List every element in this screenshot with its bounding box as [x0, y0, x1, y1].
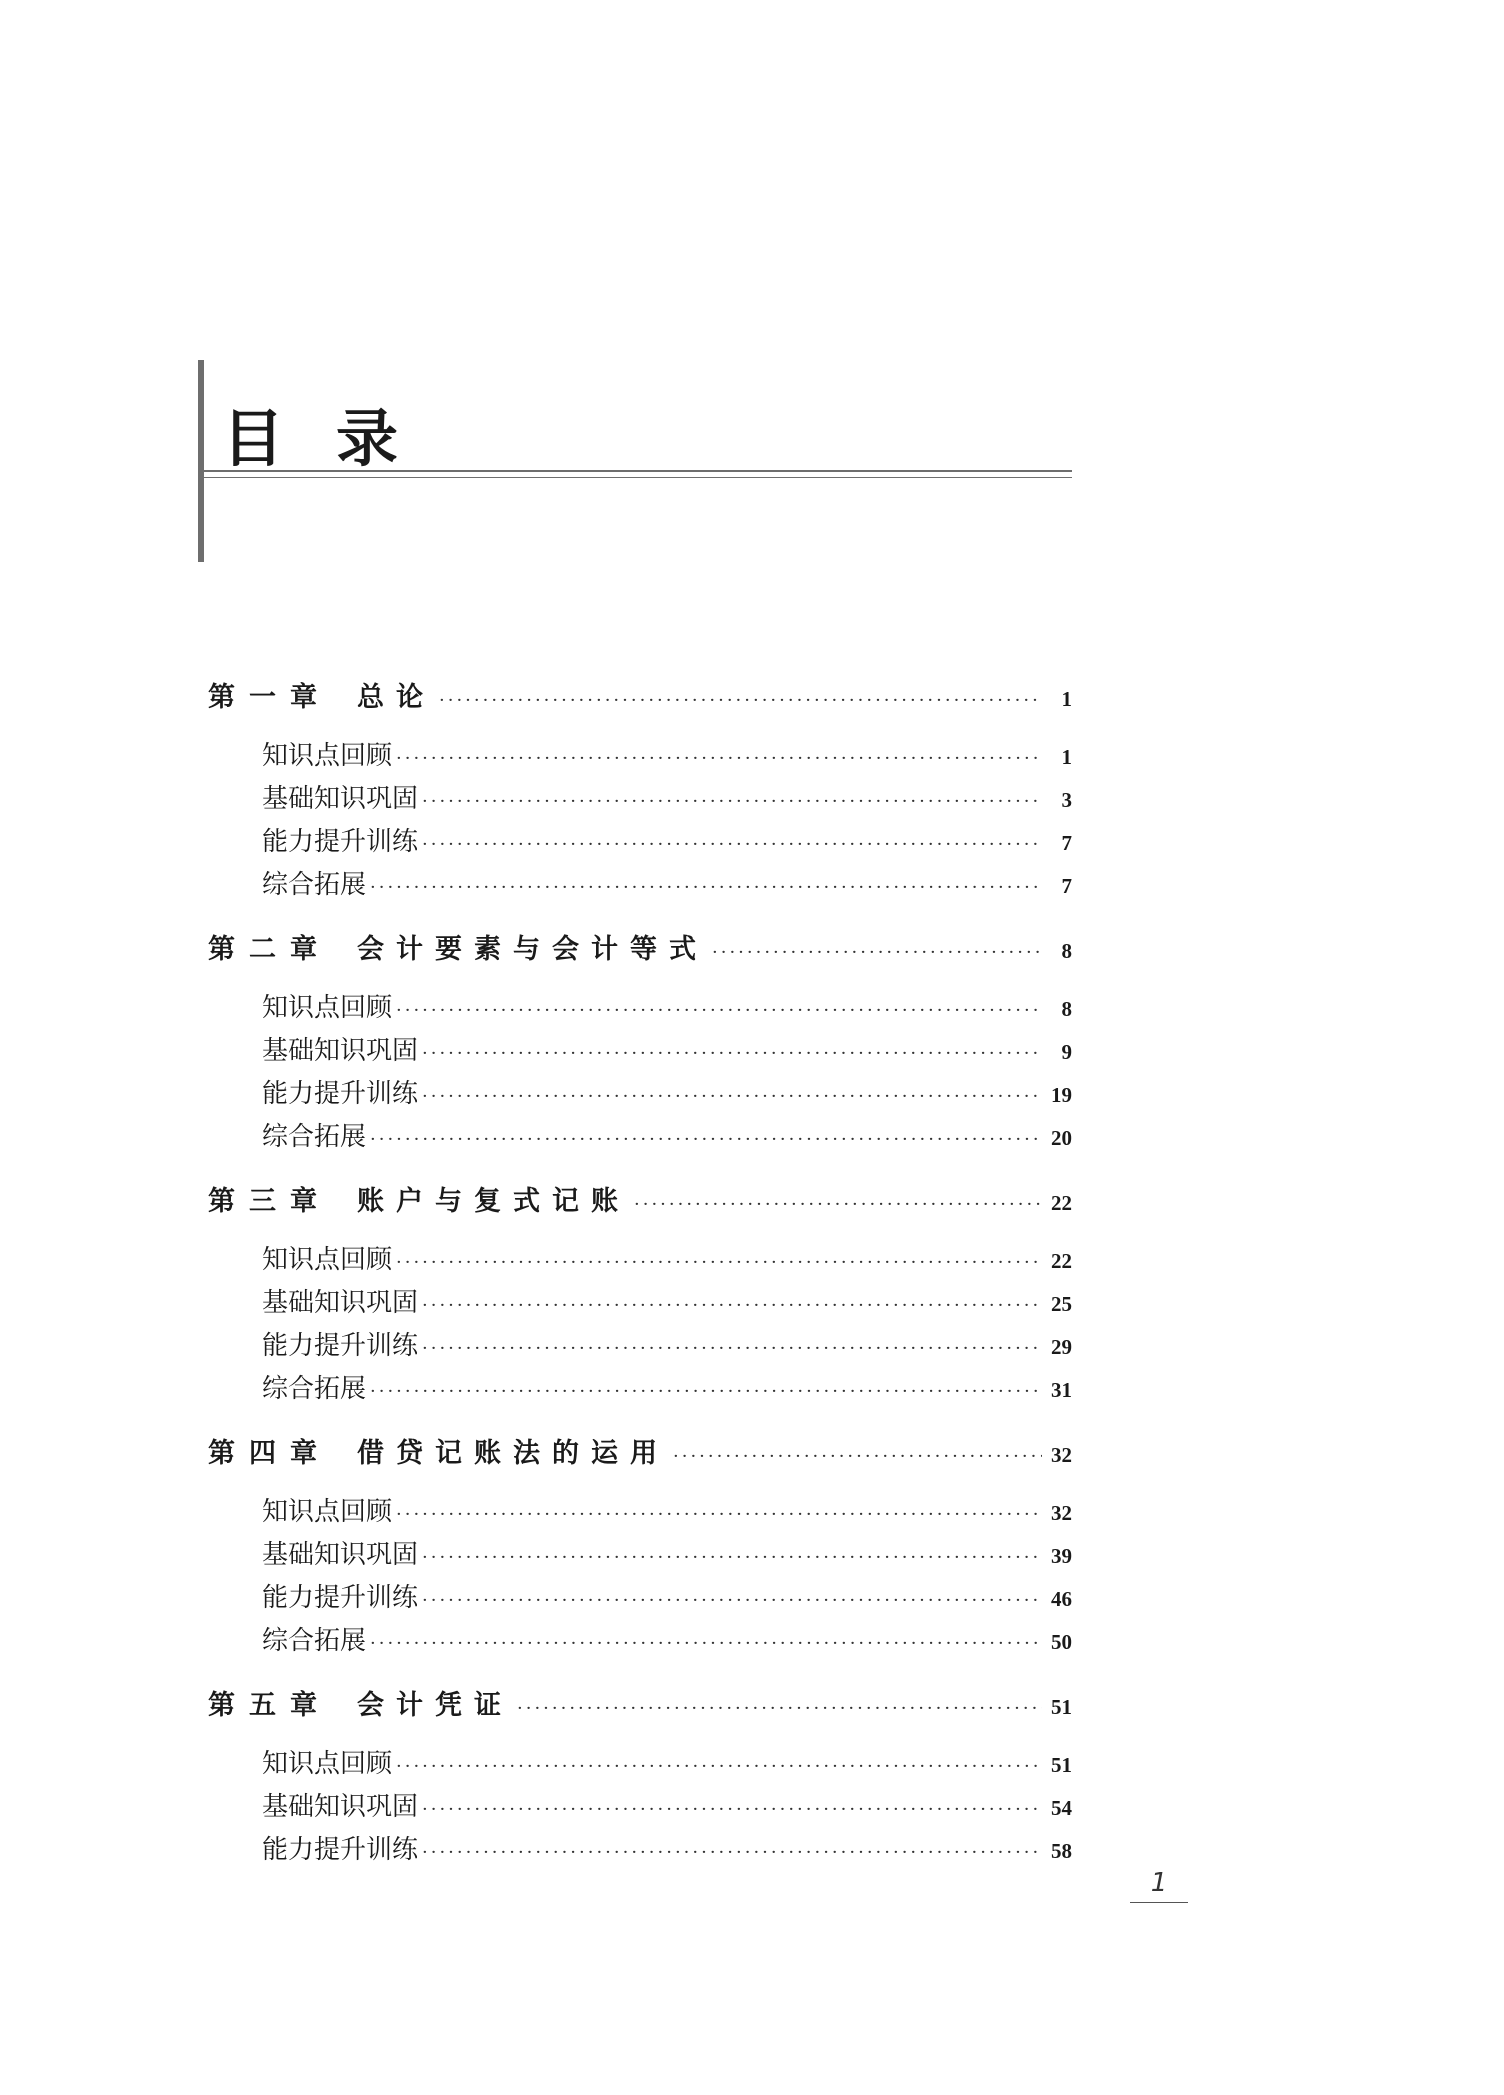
section-title: 综合拓展	[262, 1626, 367, 1656]
toc-section-row[interactable]	[208, 987, 1072, 1030]
dot-leader	[634, 1194, 1042, 1215]
toc-section-row[interactable]	[208, 821, 1072, 864]
dot-leader	[370, 1381, 1042, 1402]
dot-leader	[370, 1633, 1042, 1654]
chapter-number: 第一章	[208, 682, 331, 713]
section-page-number: 31	[1051, 1378, 1072, 1402]
toc-section-row[interactable]	[208, 1073, 1072, 1116]
dot-leader	[370, 1129, 1042, 1150]
section-page-number: 3	[1061, 788, 1072, 812]
section-page-number: 19	[1051, 1083, 1072, 1107]
chapter-title: 账户与复式记账	[357, 1186, 630, 1217]
section-title: 能力提升训练	[262, 1079, 419, 1109]
chapter-page-number: 8	[1061, 939, 1072, 963]
chapter-page-number: 22	[1051, 1191, 1072, 1215]
section-page-number: 58	[1051, 1839, 1072, 1863]
toc-section-row[interactable]	[208, 1829, 1072, 1872]
toc-section-row[interactable]	[208, 1239, 1072, 1282]
section-page-number: 54	[1051, 1796, 1072, 1820]
chapter-title: 总论	[357, 682, 435, 713]
toc-section-row[interactable]	[208, 778, 1072, 821]
page-title: 目录	[222, 402, 451, 475]
section-title: 基础知识巩固	[262, 1792, 419, 1822]
section-page-number: 29	[1051, 1335, 1072, 1359]
section-title: 能力提升训练	[262, 1331, 419, 1361]
toc-section-row[interactable]	[208, 1030, 1072, 1073]
section-page-number: 46	[1051, 1587, 1072, 1611]
page-number: 1	[1150, 1868, 1168, 1898]
toc-section-row[interactable]	[208, 1620, 1072, 1663]
section-title: 基础知识巩固	[262, 784, 419, 814]
section-page-number: 25	[1051, 1292, 1072, 1316]
chapter-page-number: 32	[1051, 1443, 1072, 1467]
section-page-number: 8	[1061, 997, 1072, 1021]
dot-leader	[422, 1086, 1042, 1107]
section-page-number: 22	[1051, 1249, 1072, 1273]
toc-section-row[interactable]	[208, 735, 1072, 778]
chapter-page-number: 1	[1061, 687, 1072, 711]
section-title: 综合拓展	[262, 1122, 367, 1152]
toc-section-row[interactable]	[208, 1786, 1072, 1829]
chapter-title: 借贷记账法的运用	[357, 1438, 669, 1469]
chapter-number: 第二章	[208, 934, 331, 965]
toc-section-row[interactable]	[208, 864, 1072, 907]
chapter-title: 会计凭证	[357, 1690, 513, 1721]
toc-chapter-row[interactable]	[208, 675, 1072, 715]
chapter-number: 第四章	[208, 1438, 331, 1469]
chapter-number: 第五章	[208, 1690, 331, 1721]
dot-leader	[439, 690, 1042, 711]
toc-chapter-row[interactable]	[208, 927, 1072, 967]
toc-section-row[interactable]	[208, 1577, 1072, 1620]
dot-leader	[396, 1252, 1042, 1273]
section-title: 综合拓展	[262, 870, 367, 900]
section-page-number: 1	[1061, 745, 1072, 769]
toc-section-row[interactable]	[208, 1116, 1072, 1159]
section-title: 能力提升训练	[262, 1835, 419, 1865]
section-page-number: 9	[1061, 1040, 1072, 1064]
dot-leader	[673, 1446, 1042, 1467]
dot-leader	[422, 1799, 1042, 1820]
toc-section-row[interactable]	[208, 1534, 1072, 1577]
dot-leader	[396, 1504, 1042, 1525]
section-page-number: 7	[1061, 874, 1072, 898]
table-of-contents	[208, 675, 1072, 1872]
dot-leader	[422, 834, 1042, 855]
dot-leader	[396, 1000, 1042, 1021]
toc-chapter-row[interactable]	[208, 1431, 1072, 1471]
toc-section-row[interactable]	[208, 1282, 1072, 1325]
section-page-number: 20	[1051, 1126, 1072, 1150]
section-page-number: 51	[1051, 1753, 1072, 1777]
dot-leader	[422, 1338, 1042, 1359]
section-title: 基础知识巩固	[262, 1036, 419, 1066]
dot-leader	[517, 1698, 1042, 1719]
toc-section-row[interactable]	[208, 1325, 1072, 1368]
title-rule-thin	[204, 477, 1072, 478]
page-number-rule	[1130, 1902, 1188, 1903]
section-title: 知识点回顾	[262, 1749, 393, 1779]
dot-leader	[422, 1295, 1042, 1316]
dot-leader	[422, 1842, 1042, 1863]
dot-leader	[422, 1590, 1042, 1611]
chapter-page-number: 51	[1051, 1695, 1072, 1719]
section-page-number: 32	[1051, 1501, 1072, 1525]
dot-leader	[422, 791, 1042, 812]
section-title: 基础知识巩固	[262, 1540, 419, 1570]
dot-leader	[396, 1756, 1042, 1777]
section-page-number: 7	[1061, 831, 1072, 855]
section-title: 知识点回顾	[262, 741, 393, 771]
toc-chapter-row[interactable]	[208, 1683, 1072, 1723]
section-title: 综合拓展	[262, 1374, 367, 1404]
section-title: 基础知识巩固	[262, 1288, 419, 1318]
toc-section-row[interactable]	[208, 1743, 1072, 1786]
dot-leader	[396, 748, 1042, 769]
dot-leader	[370, 877, 1042, 898]
toc-section-row[interactable]	[208, 1491, 1072, 1534]
section-title: 知识点回顾	[262, 993, 393, 1023]
chapter-title: 会计要素与会计等式	[357, 934, 708, 965]
section-page-number: 39	[1051, 1544, 1072, 1568]
section-title: 知识点回顾	[262, 1245, 393, 1275]
dot-leader	[422, 1043, 1042, 1064]
title-rule	[204, 470, 1072, 472]
toc-chapter-row[interactable]	[208, 1179, 1072, 1219]
toc-section-row[interactable]	[208, 1368, 1072, 1411]
title-accent-bar	[198, 360, 204, 562]
dot-leader	[712, 942, 1042, 963]
section-page-number: 50	[1051, 1630, 1072, 1654]
dot-leader	[422, 1547, 1042, 1568]
chapter-number: 第三章	[208, 1186, 331, 1217]
section-title: 能力提升训练	[262, 1583, 419, 1613]
section-title: 能力提升训练	[262, 827, 419, 857]
section-title: 知识点回顾	[262, 1497, 393, 1527]
